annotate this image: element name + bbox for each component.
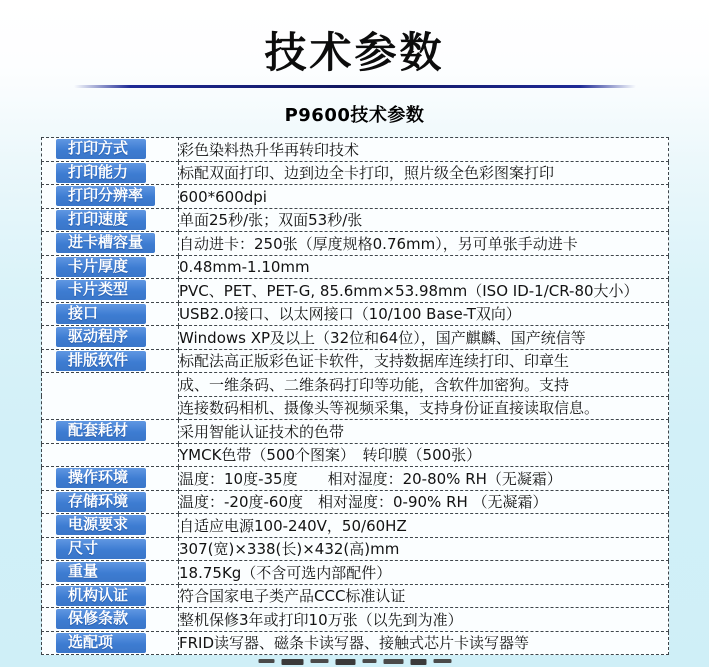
spec-label-cell [42, 208, 179, 232]
spec-row [42, 467, 669, 491]
spec-label-chip: 卡片类型 [56, 280, 146, 300]
section-subtitle: P9600技术参数 [284, 105, 425, 126]
spec-row [42, 326, 669, 350]
spec-row [42, 420, 669, 444]
spec-label-chip: 排版软件 [56, 351, 146, 371]
spec-label-chip: 驱动程序 [56, 327, 146, 347]
spec-row [42, 608, 669, 632]
spec-label-chip: 打印方式 [56, 139, 146, 159]
spec-value-cell [179, 631, 669, 655]
spec-value: 整机保修3年或打印10万张（以先到为准） [179, 610, 463, 629]
spec-value-cell [179, 443, 669, 467]
spec-row [42, 537, 669, 561]
spec-value: 600*600dpi [179, 187, 267, 206]
spec-value: 采用智能认证技术的色带 [179, 422, 345, 441]
spec-row [42, 232, 669, 256]
spec-value: 自动进卡：250张（厚度规格0.76mm），另可单张手动进卡 [179, 234, 578, 253]
spec-label-cell [42, 514, 179, 538]
spec-label-cell [42, 420, 179, 444]
spec-value-cell [179, 608, 669, 632]
spec-value: 温度：-20度-60度 相对湿度：0-90% RH （无凝霜） [179, 493, 548, 512]
spec-row [42, 490, 669, 514]
spec-value-cell [179, 302, 669, 326]
spec-label-chip: 机构认证 [56, 586, 146, 606]
spec-value-cell [179, 161, 669, 185]
spec-label-cell-empty [42, 443, 179, 467]
spec-label-chip: 打印分辨率 [56, 186, 155, 206]
spec-value: PVC、PET、PET-G, 85.6mm×53.98mm（ISO ID-1/CR-80大小） [179, 281, 639, 300]
spec-table [41, 137, 669, 655]
spec-value: FRID读写器、磁条卡读写器、接触式芯片卡读写器等 [179, 634, 530, 653]
spec-label-chip: 打印能力 [56, 163, 146, 183]
spec-row [42, 185, 669, 209]
spec-value-cell [179, 514, 669, 538]
page-title: 技术参数 [264, 28, 445, 77]
spec-value: 0.48mm-1.10mm [179, 258, 310, 277]
spec-label-cell [42, 490, 179, 514]
spec-value-cell [179, 561, 669, 585]
spec-label-cell [42, 326, 179, 350]
spec-row [42, 161, 669, 185]
spec-value-cell [179, 232, 669, 256]
spec-value: 连接数码相机、摄像头等视频采集，支持身份证直接读取信息。 [179, 399, 600, 418]
spec-value-cell [179, 537, 669, 561]
spec-value-cell [179, 490, 669, 514]
spec-value-cell [179, 584, 669, 608]
spec-value-cell [179, 255, 669, 279]
spec-label-chip: 进卡槽容量 [56, 233, 155, 253]
spec-value-cell [179, 138, 669, 162]
spec-label-cell [42, 561, 179, 585]
spec-row [42, 255, 669, 279]
spec-value: 自适应电源100-240V，50/60HZ [179, 516, 407, 535]
spec-row [42, 443, 669, 467]
spec-label-cell [42, 584, 179, 608]
spec-value-cell [179, 279, 669, 303]
spec-value: 标配法高正版彩色证卡软件，支持数据库连续打印、印章生 [179, 352, 570, 371]
spec-label-chip: 电源要求 [56, 515, 146, 535]
spec-label-cell [42, 537, 179, 561]
spec-row [42, 561, 669, 585]
spec-value: 单面25秒/张；双面53秒/张 [179, 211, 363, 230]
spec-value: 18.75Kg（不含可选内部配件） [179, 563, 392, 582]
spec-row [42, 302, 669, 326]
spec-value: 符合国家电子类产品CCC标准认证 [179, 587, 406, 606]
spec-row [42, 208, 669, 232]
spec-row [42, 514, 669, 538]
spec-value: YMCK色带（500个图案） 转印膜（500张） [179, 446, 482, 465]
spec-value: Windows XP及以上（32位和64位），国产麒麟、国产统信等 [179, 328, 586, 347]
spec-label-cell [42, 185, 179, 209]
spec-value-cell [179, 326, 669, 350]
spec-label-chip: 存储环境 [56, 492, 146, 512]
spec-label-cell [42, 608, 179, 632]
spec-value: 标配双面打印、边到边全卡打印，照片级全色彩图案打印 [179, 164, 555, 183]
spec-row [42, 279, 669, 303]
spec-value: 温度：10度-35度 相对湿度：20-80% RH（无凝霜） [179, 469, 562, 488]
spec-label-chip: 选配项 [56, 633, 146, 653]
spec-label-cell [42, 302, 179, 326]
spec-value-cell [179, 349, 669, 373]
spec-value-cell [179, 396, 669, 420]
spec-value: 成、一维条码、二维条码打印等功能，含软件加密狗。支持 [179, 375, 570, 394]
spec-row [42, 373, 669, 397]
spec-value-cell [179, 373, 669, 397]
spec-label-cell [42, 161, 179, 185]
spec-label-chip: 配套耗材 [56, 421, 146, 441]
spec-label-cell [42, 467, 179, 491]
spec-value: 彩色染料热升华再转印技术 [179, 140, 360, 159]
spec-label-cell [42, 279, 179, 303]
cutoff-text-fragment [258, 659, 451, 665]
spec-value-cell [179, 420, 669, 444]
spec-label-cell [42, 232, 179, 256]
spec-value: USB2.0接口、以太网接口（10/100 Base-T双向） [179, 305, 521, 324]
spec-label-chip: 卡片厚度 [56, 257, 146, 277]
spec-value-cell [179, 467, 669, 491]
spec-row [42, 138, 669, 162]
spec-label-cell-empty [42, 373, 179, 420]
spec-table-body [42, 138, 669, 655]
spec-label-chip: 操作环境 [56, 468, 146, 488]
spec-label-chip: 打印速度 [56, 210, 146, 230]
spec-row [42, 349, 669, 373]
spec-label-cell [42, 255, 179, 279]
spec-value-cell [179, 185, 669, 209]
spec-value: 307(宽)×338(长)×432(高)mm [179, 540, 400, 559]
spec-label-cell [42, 631, 179, 655]
spec-label-chip: 尺寸 [56, 539, 146, 559]
spec-label-chip: 保修条款 [56, 609, 146, 629]
spec-label-chip: 接口 [56, 304, 146, 324]
spec-label-cell [42, 138, 179, 162]
spec-row [42, 584, 669, 608]
spec-row [42, 631, 669, 655]
spec-label-chip: 重量 [56, 562, 146, 582]
spec-label-cell [42, 349, 179, 373]
spec-value-cell [179, 208, 669, 232]
